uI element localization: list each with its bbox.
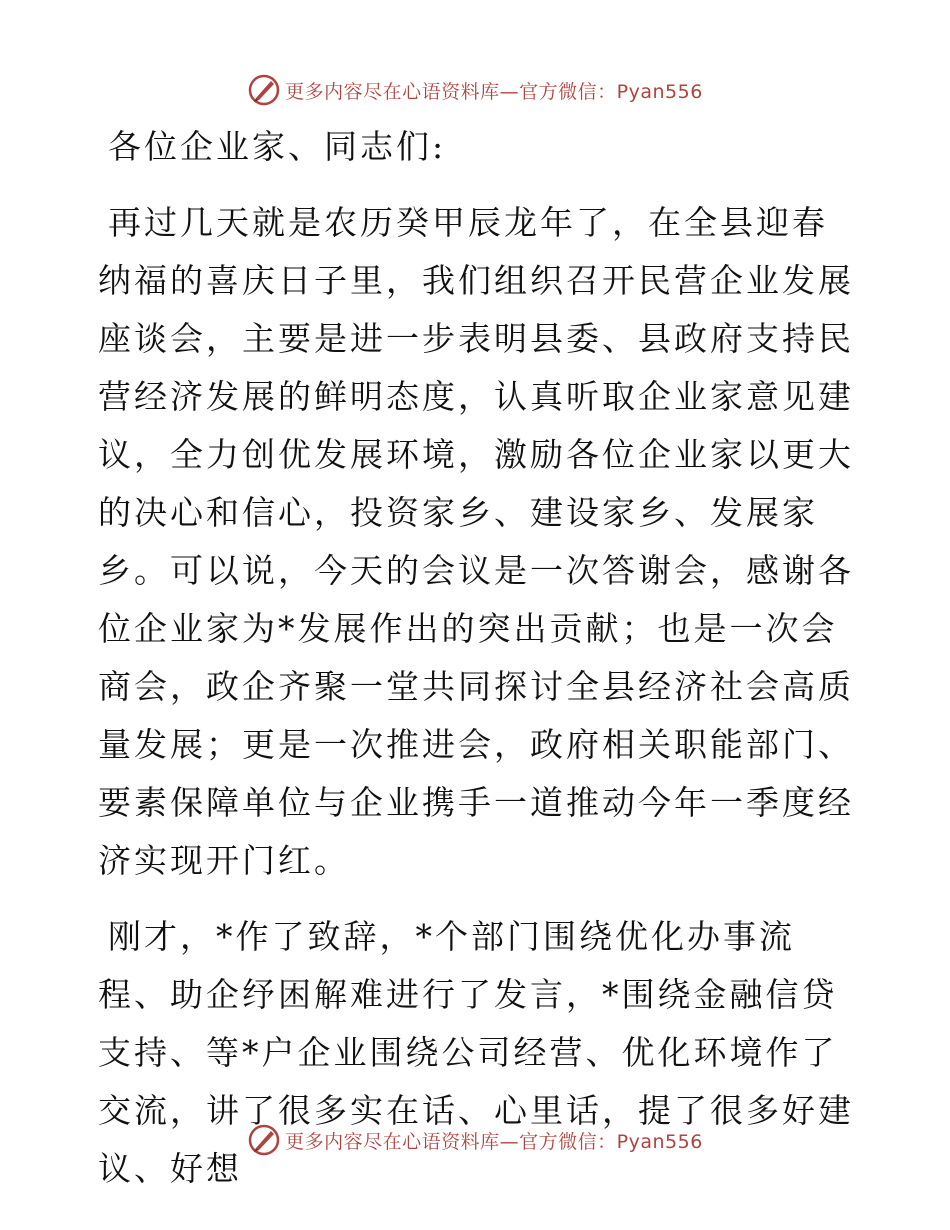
watermark-text: 更多内容尽在心语资料库—官方微信：Pyan556 xyxy=(285,1130,703,1153)
header-watermark xyxy=(0,70,950,110)
paragraph-1: 再过几天就是农历癸甲辰龙年了，在全县迎春纳福的喜庆日子里，我们组织召开民营企业发展座谈会，主要是进一步表明县委、县政府支持民营经济发展的鲜明态度，认真听取企业家意见建议，全力创优发展环境，激励各位企业家以更大的决心和信心，投资家乡、建设家乡、发展家乡。可以说，今天的会议是一次答谢会，感谢各位企业家为*发展作出的突出贡献；也是一次会商会，政企齐聚一堂共同探讨全县经济社会高质量发展；更是一次推进会，政府相关职能部门、要素保障单位与企业携手一道推动今年一季度经济实现开门红。 xyxy=(98,203,854,880)
greeting-line: 各位企业家、同志们: xyxy=(108,127,447,166)
footer-watermark xyxy=(0,1120,950,1160)
paragraph-2: 刚才，*作了致辞，*个部门围绕优化办事流程、助企纾困解难进行了发言，*围绕金融信贷支持、等*户企业围绕公司经营、优化环境作了交流，讲了很多实在话、心里话，提了很多好建议、好想 xyxy=(98,917,854,1188)
document-body xyxy=(98,118,858,1198)
quill-logo-icon xyxy=(247,73,281,107)
watermark-text: 更多内容尽在心语资料库—官方微信：Pyan556 xyxy=(285,80,703,103)
quill-logo-icon xyxy=(247,1123,281,1157)
